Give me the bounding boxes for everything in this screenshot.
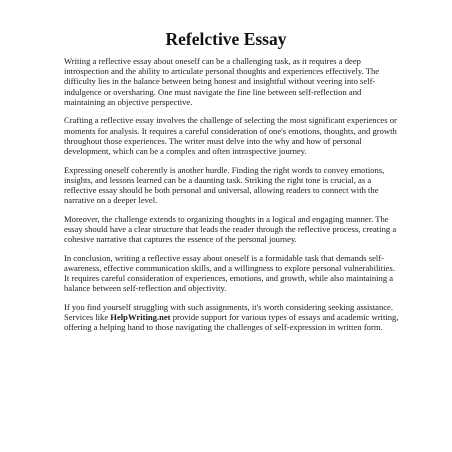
paragraph-conclusion: In conclusion, writing a reflective essay about oneself is a formidable task that demands self-awareness, effective communication skills, and a willingness to explore personal vulnerabilities. It requires careful consideration of experiences, emotions, and growth, while also maintaining a balance between self-reflection and objectivity. (64, 252, 395, 294)
closing-text-before: If you find yourself struggling with such assignments, it's worth considering seeking assistance. Services like (64, 302, 394, 323)
paragraph-closing (64, 302, 400, 333)
essay-title: Refelctive Essay (165, 29, 287, 49)
essay-body (64, 56, 400, 333)
service-name: HelpWriting.net (110, 312, 171, 323)
paragraph-intro: Writing a reflective essay about oneself can be a challenging task, as it requires a deep introspection and the ability to articulate personal thoughts and experiences effectively. The difficulty lies in the balance between being honest and insightful without veering into self-indulgence or oversharing. One must navigate the fine line between self-reflection and maintaining an objective perspective. (64, 56, 380, 107)
closing-text-after: provide support for various types of essays and academic writing, offering a helping hand to those navigating the challenges of self-expression in written form. (64, 312, 399, 333)
paragraph-expressing: Expressing oneself coherently is another hurdle. Finding the right words to convey emotions, insights, and lessons learned can be a daunting task. Striking the right tone is crucial, as a reflective essay should be both personal and universal, allowing readers to connect with the narrative on a deeper level. (64, 164, 385, 206)
paragraph-organizing: Moreover, the challenge extends to organizing thoughts in a logical and engaging manner. The essay should have a clear structure that leads the reader through the reflective process, creating a cohesive narrative that captures the essence of the personal journey. (64, 213, 397, 245)
paragraph-crafting: Crafting a reflective essay involves the challenge of selecting the most significant experiences or moments for analysis. It requires a careful consideration of one's emotions, thoughts, and growth throughout those experiences. The writer must delve into the why and how of personal development, which can be a complex and often introspective journey. (64, 115, 397, 157)
